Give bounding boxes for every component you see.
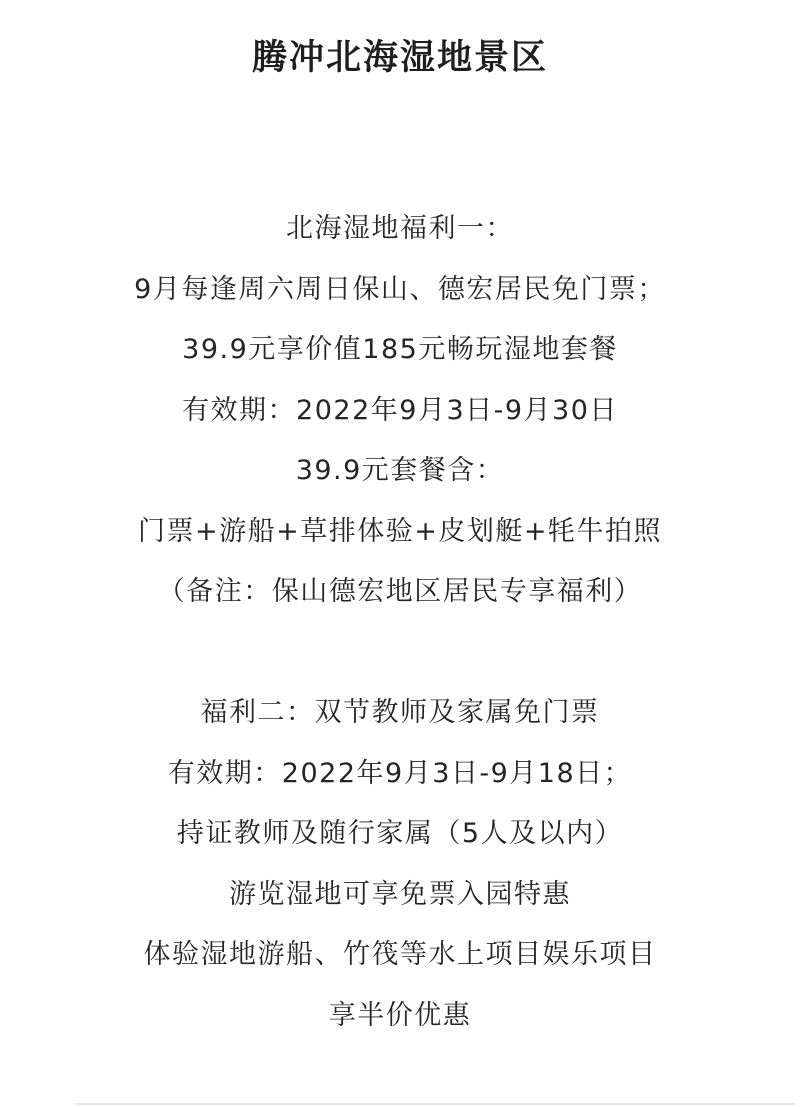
welfare-one-line: 9月每逢周六周日保山、德宏居民免门票； (134, 273, 666, 305)
bottom-divider (75, 1103, 795, 1105)
page-title: 腾冲北海湿地景区 (251, 38, 548, 78)
welfare-two-line: 持证教师及随行家属（5人及以内） (176, 818, 624, 849)
welfare-one-validity: 有效期：2022年9月3日-9月30日 (182, 394, 618, 426)
welfare-one-section (0, 199, 800, 623)
welfare-two-section (0, 683, 800, 1046)
welfare-two-heading: 福利二：双节教师及家属免门票 (200, 697, 600, 728)
welfare-one-heading: 北海湿地福利一： (286, 213, 514, 244)
welfare-one-line: 39.9元套餐含： (295, 455, 505, 486)
welfare-two-line: 享半价优惠 (328, 999, 472, 1031)
welfare-one-note: （备注：保山德宏地区居民专享福利） (157, 576, 643, 607)
welfare-two-line: 体验湿地游船、竹筏等水上项目娱乐项目 (143, 939, 657, 970)
welfare-one-package-items: 门票+游船+草排体验+皮划艇+牦牛拍照 (138, 515, 662, 547)
welfare-two-validity: 有效期：2022年9月3日-9月18日； (167, 757, 633, 789)
welfare-one-line: 39.9元享价值185元畅玩湿地套餐 (182, 334, 618, 365)
welfare-two-line: 游览湿地可享免票入园特惠 (229, 878, 571, 910)
